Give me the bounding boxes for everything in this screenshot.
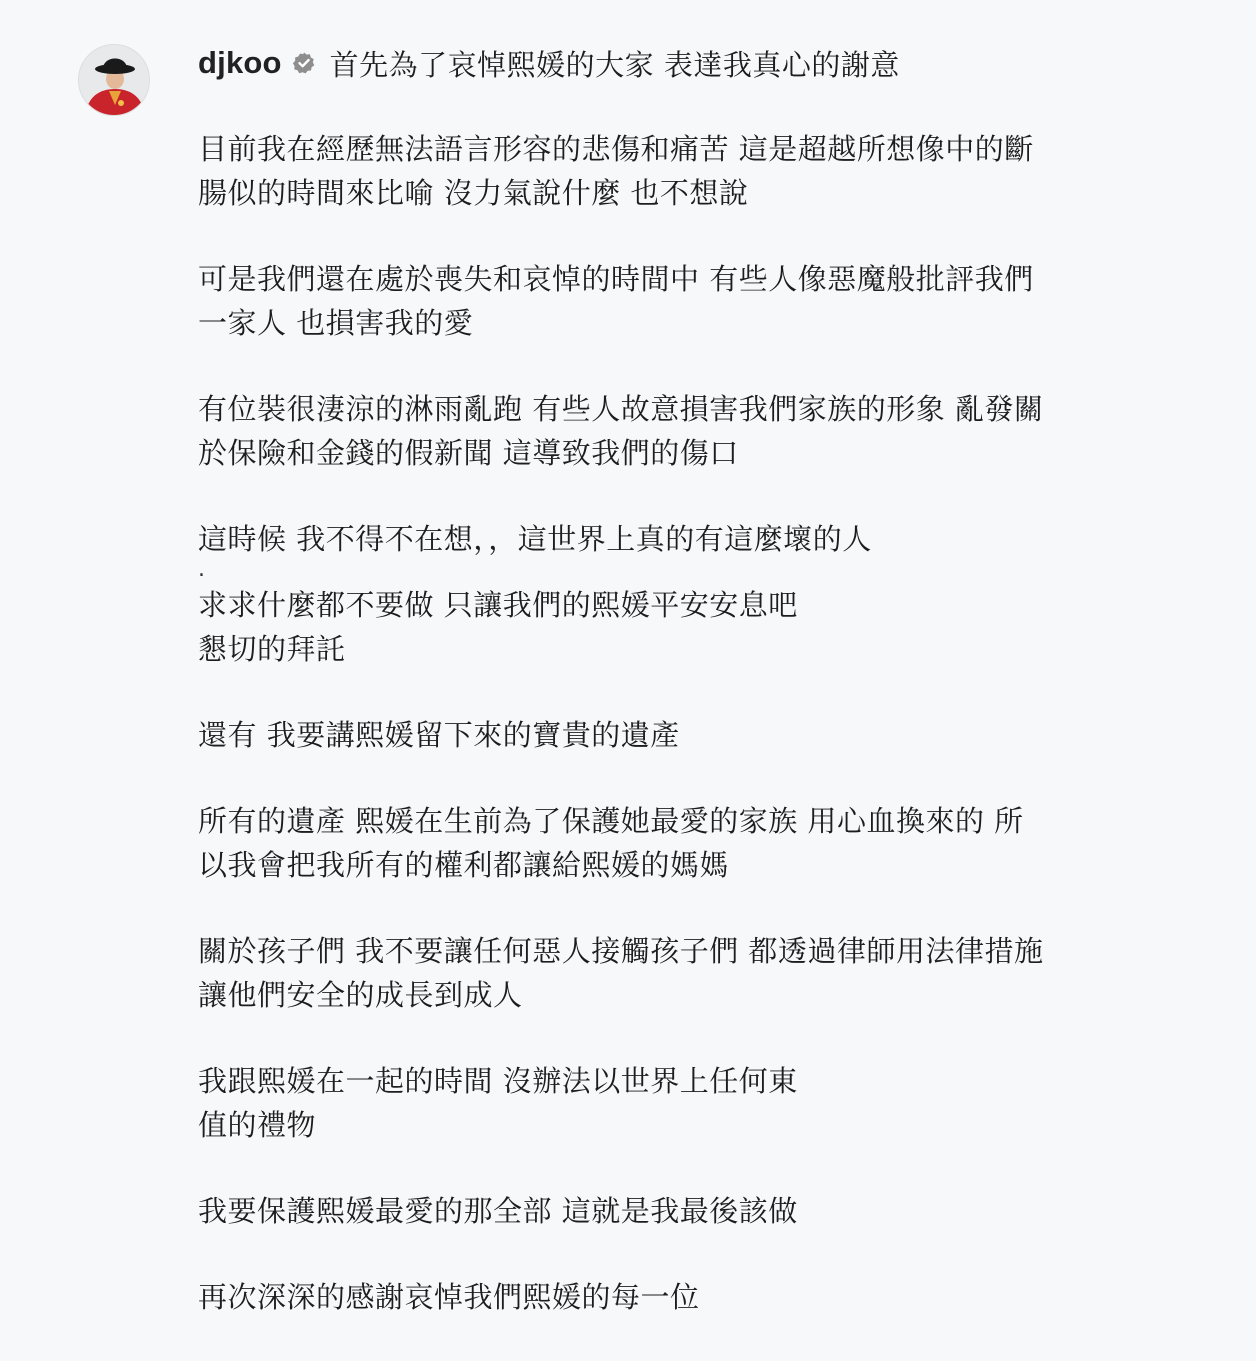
caption-paragraph [198, 1189, 1188, 1233]
verified-badge-icon [292, 51, 316, 75]
caption-paragraph [198, 127, 1188, 215]
caption-line: 懇切的拜託 [198, 632, 346, 666]
caption-paragraph [198, 549, 1188, 671]
caption-line: 一家人 也損害我的愛 [198, 306, 474, 340]
caption-line-clipped: 我跟熙媛在一起的時間 沒辦法以世界上任何東 [198, 1064, 798, 1098]
avatar-image [79, 45, 150, 116]
caption-line: 再次深深的感謝哀悼我們熙媛的每一位 [198, 1280, 700, 1314]
caption-paragraph [198, 257, 1188, 345]
caption-paragraph [198, 1275, 1188, 1319]
caption-line: 所有的遺產 熙媛在生前為了保護她最愛的家族 用心血換來的 所 [198, 804, 1024, 838]
caption-line: 於保險和金錢的假新聞 這導致我們的傷口 [198, 436, 739, 470]
caption-dot: . [198, 557, 206, 582]
caption-first-line: 首先為了哀悼熙媛的大家 表達我真心的謝意 [329, 47, 900, 82]
caption-body [198, 127, 1188, 1361]
caption-line: 這時候 我不得不在想，，這世界上真的有這麼壞的人 [198, 522, 872, 556]
caption-line: 讓他們安全的成長到成人 [198, 978, 523, 1012]
caption-paragraph [198, 713, 1188, 757]
caption-paragraph [198, 929, 1188, 1017]
caption-line: 目前我在經歷無法語言形容的悲傷和痛苦 這是超越所想像中的斷 [198, 132, 1034, 166]
username-link[interactable]: djkoo [198, 45, 282, 80]
caption-paragraph [198, 1059, 1188, 1147]
caption-paragraph [198, 387, 1188, 475]
caption-line: 以我會把我所有的權利都讓給熙媛的媽媽 [198, 848, 730, 882]
caption-line: 有位裝很淒涼的淋雨亂跑 有些人故意損害我們家族的形象 亂發關 [198, 392, 1044, 426]
caption-line: 可是我們還在處於喪失和哀悼的時間中 有些人像惡魔般批評我們 [198, 262, 1034, 296]
caption-line: 腸似的時間來比喻 沒力氣說什麼 也不想說 [198, 176, 749, 210]
caption-line-clipped: 我要保護熙媛最愛的那全部 這就是我最後該做 [198, 1194, 798, 1228]
caption-line: 值的禮物 [198, 1108, 317, 1142]
caption-line [198, 1059, 1188, 1103]
profile-avatar[interactable] [78, 44, 150, 116]
caption-line [198, 1189, 1188, 1233]
post-header [198, 40, 900, 86]
caption-line: 求求什麼都不要做 只讓我們的熙媛平安安息吧 [198, 588, 798, 622]
caption-paragraph [198, 799, 1188, 887]
caption-line: 還有 我要講熙媛留下來的寶貴的遺產 [198, 718, 680, 752]
caption-line: 關於孩子們 我不要讓任何惡人接觸孩子們 都透過律師用法律措施 [198, 934, 1044, 968]
